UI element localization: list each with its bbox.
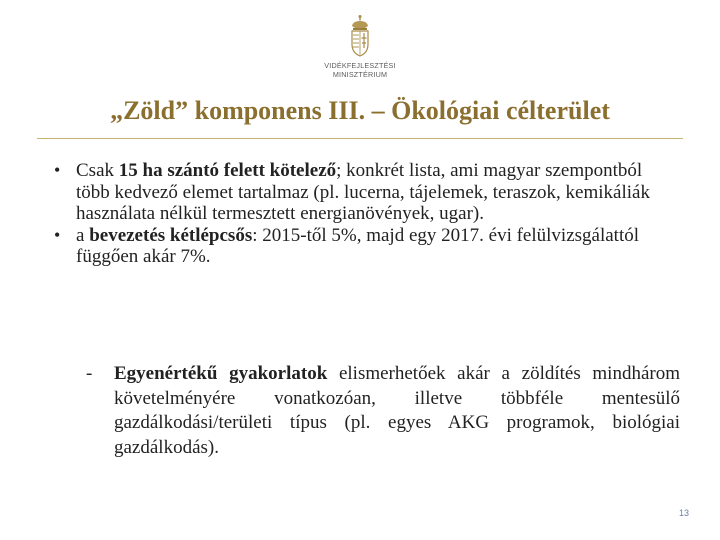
- bullet-prefix: a: [76, 224, 90, 246]
- slide-title-bar: [37, 88, 683, 139]
- bullet-text: : 2015-től 5%, majd egy 2017. évi felülvizsgálattól függően akár 7%.: [76, 224, 640, 267]
- bullet-emphasis: bevezetés kétlépcsős: [89, 224, 253, 246]
- ministry-name: [322, 62, 398, 79]
- slide-title: „Zöld” komponens III. – Ökológiai célterület: [110, 96, 610, 125]
- bullet-list: [48, 160, 668, 268]
- sub-item: [84, 362, 680, 460]
- bullet-prefix: Csak: [76, 160, 119, 181]
- bullet-icon: •: [54, 224, 61, 245]
- sub-item-text: elismerhetőek akár a zöldítés mindhárom követelményére vonatkozóan, illetve többféle mentesülő gazdálkodási/területi típus (pl. egyes AKG programok, biológiai gazdálkodás).: [114, 363, 681, 458]
- sub-item-emphasis: Egyenértékű gyakorlatok: [114, 363, 328, 384]
- bullet-text: ; konkrét lista, ami magyar szempontból több kedvező elemet tartalmaz (pl. lucerna, tájelemek, teraszok, kemikáliák használata nélkül termesztett energianövények, ugar).: [76, 160, 650, 224]
- ministry-name-line2: MINISZTÉRIUM: [332, 69, 388, 79]
- dash-icon: -: [86, 363, 93, 384]
- bullet-emphasis: 15 ha szántó felett kötelező: [118, 160, 337, 181]
- bullet-item: [48, 225, 668, 268]
- coat-of-arms-icon: [348, 14, 372, 58]
- bullet-item: [48, 160, 668, 225]
- page-number: 13: [679, 508, 690, 518]
- bullet-icon: •: [54, 160, 61, 180]
- ministry-logo: [322, 14, 398, 82]
- ministry-name-line1: VIDÉKFEJLESZTÉSI: [324, 61, 396, 70]
